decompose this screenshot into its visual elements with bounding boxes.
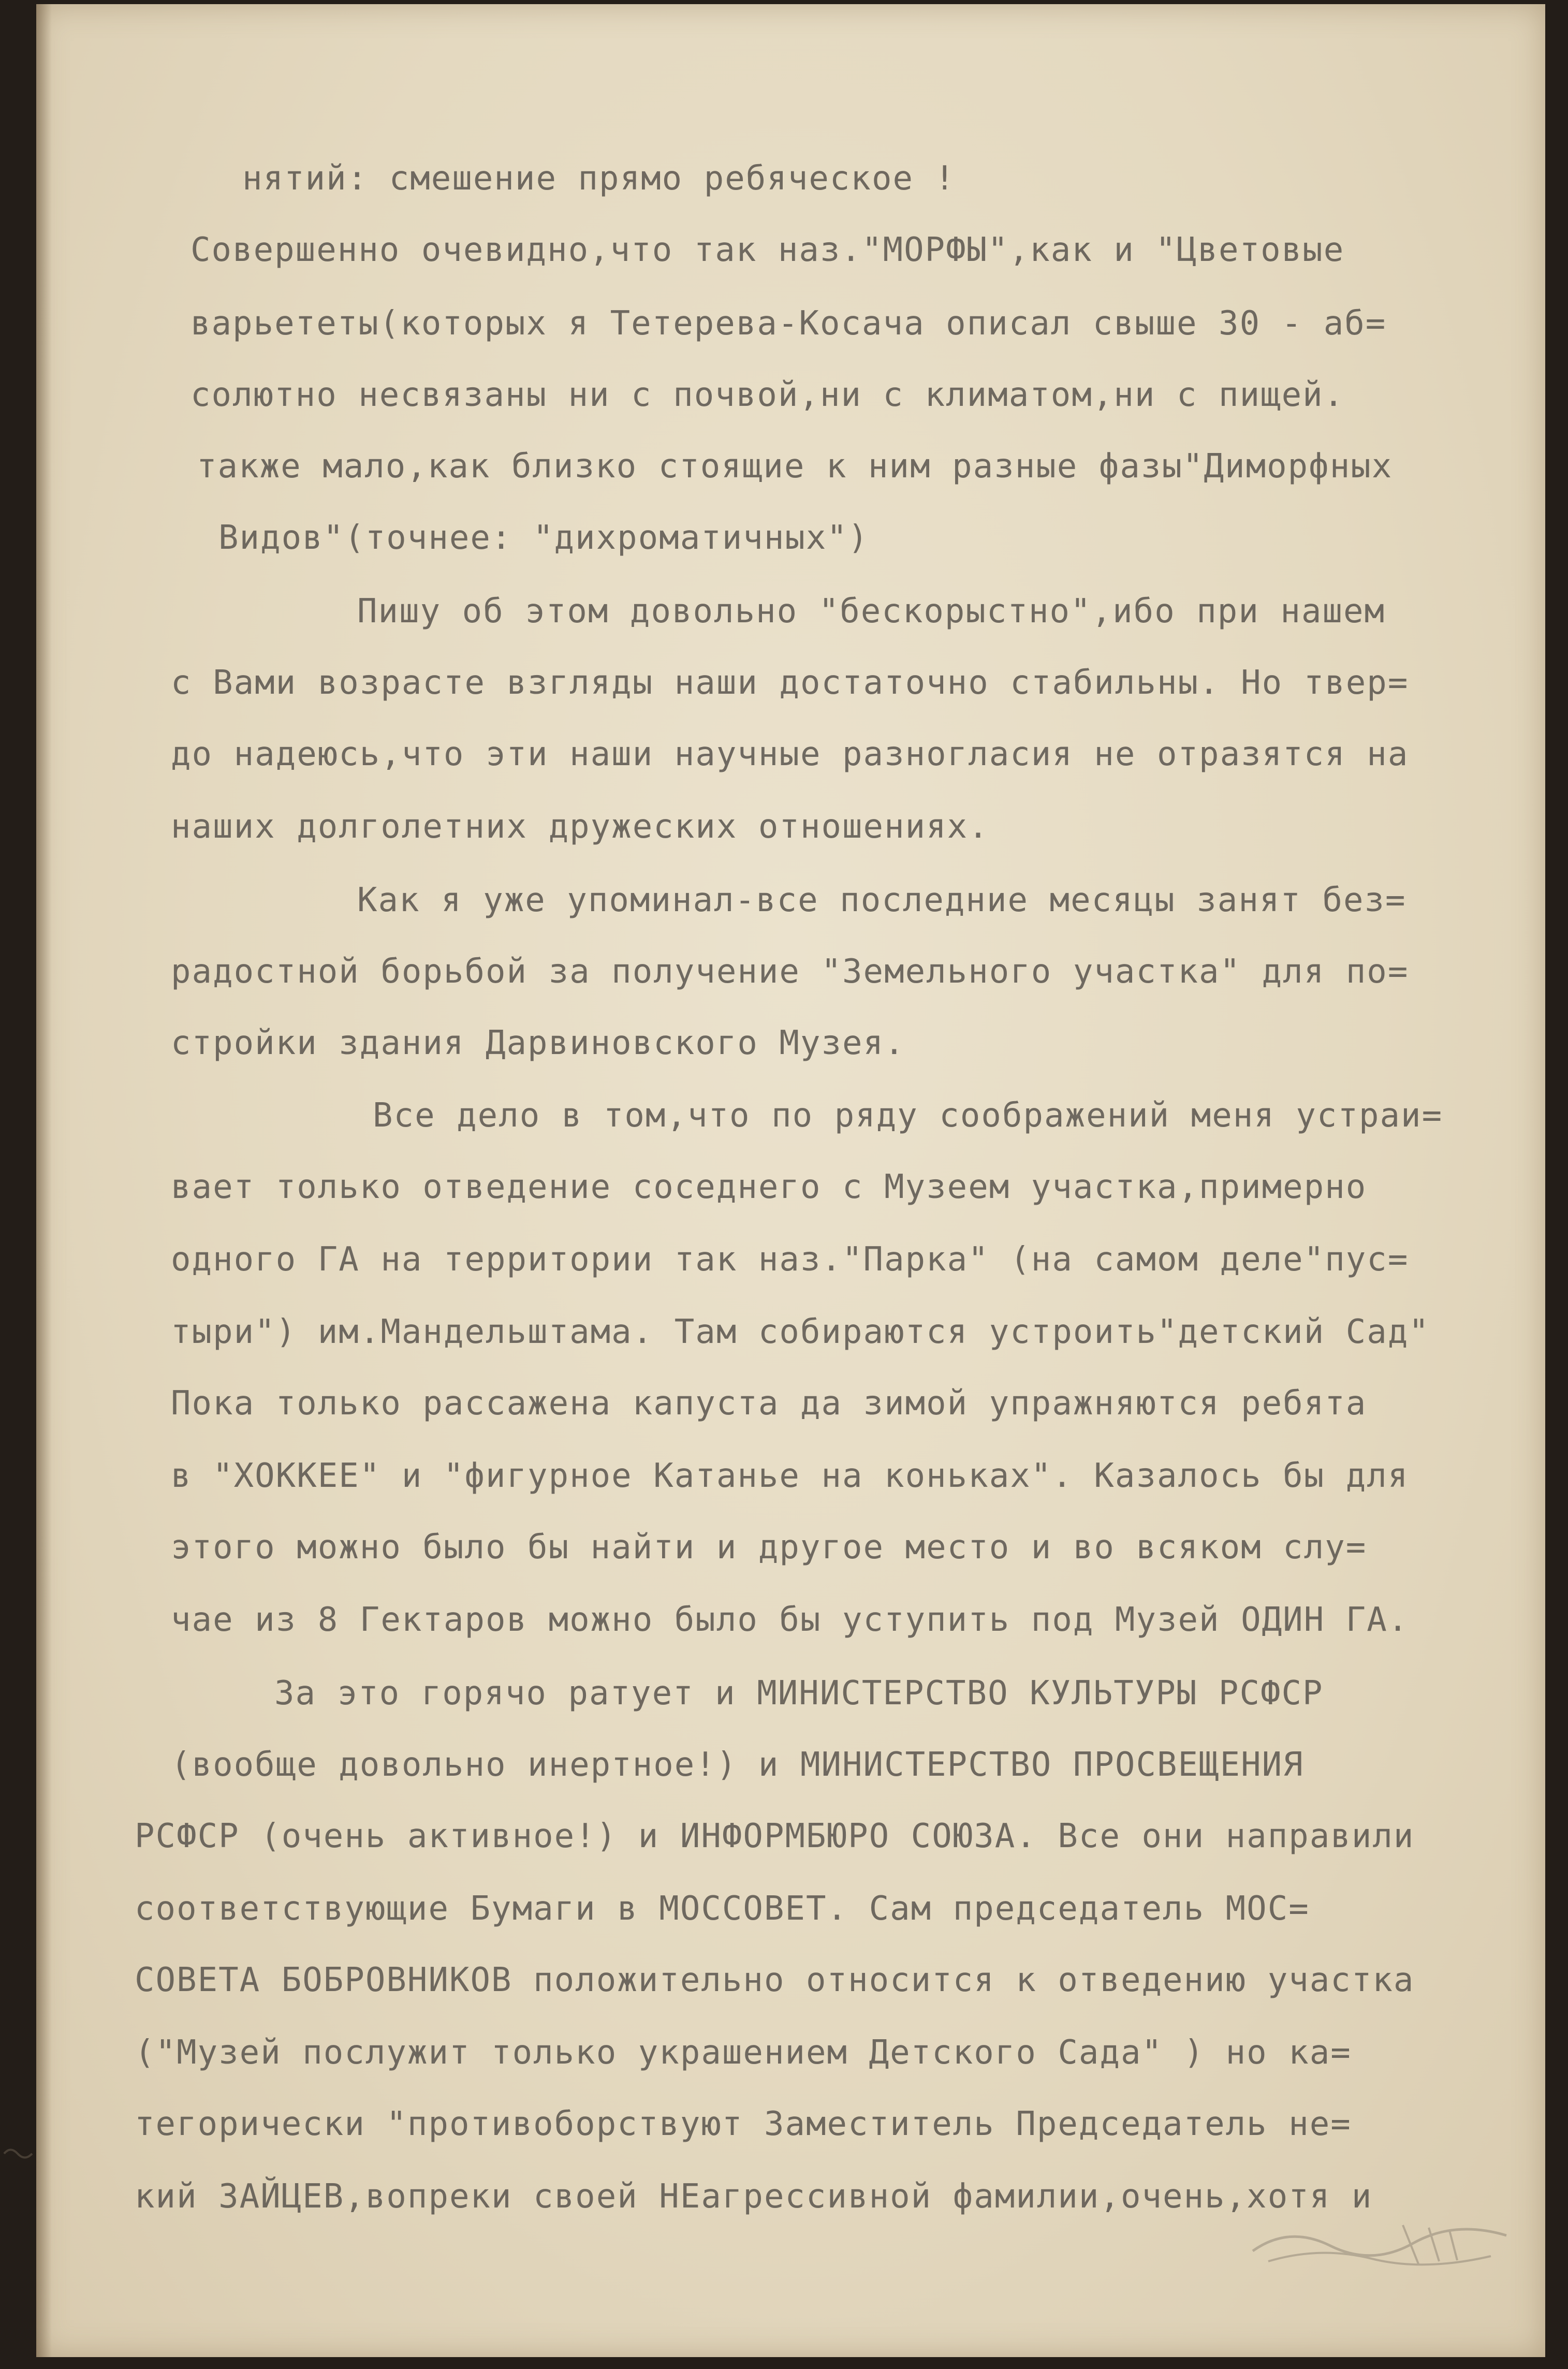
text-line-20: этого можно было бы найти и другое место и во всяком слу=	[171, 1528, 1367, 1567]
text-line-7: Пишу об этом довольно "бескорыстно",ибо при нашем	[357, 592, 1386, 631]
text-line-5: также мало,как близко стоящие к ним разные фазы"Диморфных	[197, 447, 1393, 486]
text-line-4: солютно несвязаны ни с почвой,ни с климатом,ни с пищей.	[190, 376, 1345, 414]
text-line-3: варьететы(которых я Тетерева-Косача описал свыше 30 - аб=	[190, 304, 1387, 343]
typewritten-sheet	[36, 4, 1545, 2357]
text-line-18: Пока только рассажена капуста да зимой упражняются ребята	[171, 1384, 1367, 1423]
text-line-14: Все дело в том,что по ряду соображений меня устраи=	[373, 1096, 1443, 1135]
text-line-11: Как я уже упоминал-все последние месяцы занят без=	[357, 881, 1406, 919]
text-line-15: вает только отведение соседнего с Музеем участка,примерно	[171, 1168, 1367, 1206]
text-line-29: кий ЗАЙЦЕВ,вопреки своей НЕагрессивной фамилии,очень,хотя и	[135, 2177, 1373, 2216]
text-line-21: чае из 8 Гектаров можно было бы уступить под Музей ОДИН ГА.	[171, 1601, 1409, 1639]
text-line-12: радостной борьбой за получение "Земельного участка" для по=	[171, 953, 1409, 991]
text-line-25: соответствующие Бумаги в МОССОВЕТ. Сам председатель МОС=	[135, 1890, 1310, 1928]
faint-stamp-mark	[1248, 2215, 1517, 2272]
text-line-24: РСФСР (очень активное!) и ИНФОРМБЮРО СОЮЗА. Все они направили	[135, 1817, 1415, 1855]
text-line-9: до надеюсь,что эти наши научные разногласия не отразятся на	[171, 735, 1409, 773]
text-line-2: Совершенно очевидно,что так наз."МОРФЫ",как и "Цветовые	[190, 231, 1345, 269]
text-line-6: Видов"(точнее: "дихроматичных")	[218, 519, 869, 557]
sheet-edge-shadow	[36, 4, 52, 2357]
text-line-17: тыри") им.Мандельштама. Там собираются устроить"детский Сад"	[171, 1313, 1430, 1351]
margin-bleed-mark	[0, 2133, 36, 2174]
text-line-8: с Вами возрасте взгляды наши достаточно стабильны. Но твер=	[171, 664, 1409, 702]
text-line-19: в "ХОККЕЕ" и "фигурное Катанье на коньках". Казалось бы для	[171, 1457, 1409, 1495]
text-line-26: СОВЕТА БОБРОВНИКОВ положительно относится к отведению участка	[135, 1961, 1415, 1999]
text-line-27: ("Музей послужит только украшением Детского Сада" ) но ка=	[135, 2034, 1352, 2072]
text-line-1: нятий: смешение прямо ребяческое !	[242, 159, 956, 198]
text-line-13: стройки здания Дарвиновского Музея.	[171, 1024, 905, 1062]
text-line-16: одного ГА на территории так наз."Парка" (на самом деле"пус=	[171, 1240, 1409, 1279]
text-line-22: За это горячо ратует и МИНИСТЕРСТВО КУЛЬТУРЫ РСФСР	[274, 1674, 1324, 1713]
text-line-23: (вообще довольно инертное!) и МИНИСТЕРСТВО ПРОСВЕЩЕНИЯ	[171, 1746, 1304, 1784]
text-line-10: наших долголетних дружеских отношениях.	[171, 808, 989, 846]
text-line-28: тегорически "противоборствуют Заместитель Председатель не=	[135, 2105, 1352, 2143]
